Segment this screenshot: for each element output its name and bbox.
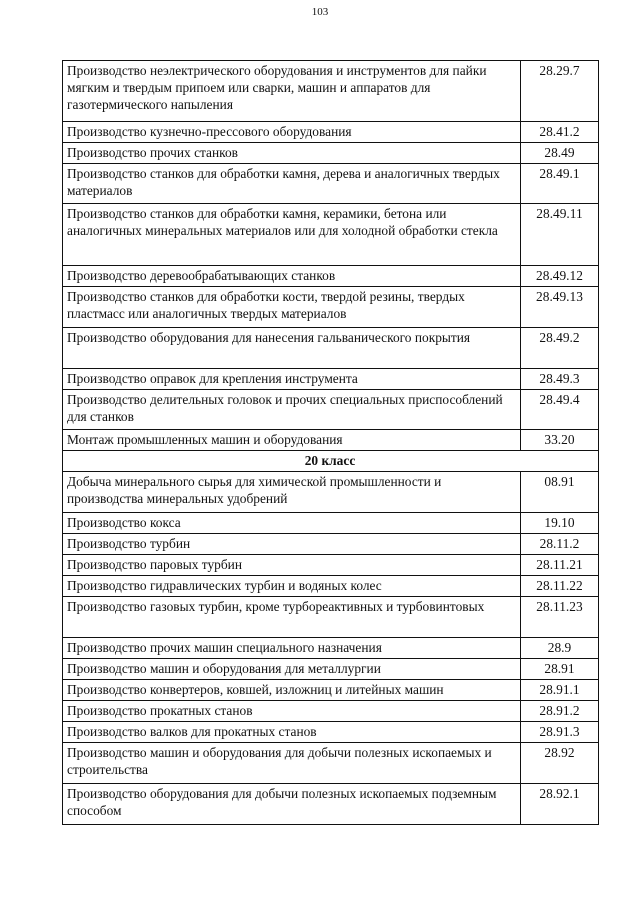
activity-name: Производство делительных головок и прочих специальных приспособлений для станков <box>63 390 521 430</box>
activity-code: 28.91 <box>520 659 598 680</box>
activity-name: Производство газовых турбин, кроме турбореактивных и турбовинтовых <box>63 597 521 638</box>
activity-code: 28.91.1 <box>520 680 598 701</box>
table-row <box>63 701 599 722</box>
activity-name: Производство оборудования для добычи полезных ископаемых подземным способом <box>63 784 521 825</box>
activity-code: 19.10 <box>520 513 598 534</box>
page-number: 103 <box>311 6 329 18</box>
table-row <box>63 390 599 430</box>
table-row <box>63 143 599 164</box>
activity-name: Производство машин и оборудования для металлургии <box>63 659 521 680</box>
activity-name: Производство станков для обработки кости, твердой резины, твердых пластмасс или аналогичных твердых материалов <box>63 287 521 328</box>
table-row <box>63 555 599 576</box>
activity-code: 28.91.2 <box>520 701 598 722</box>
activity-code: 28.49.13 <box>520 287 598 328</box>
class-header: 20 класс <box>63 451 599 472</box>
activity-code: 28.11.23 <box>520 597 598 638</box>
table-row <box>63 122 599 143</box>
table-row <box>63 266 599 287</box>
table-row <box>63 328 599 369</box>
activity-name: Производство кокса <box>63 513 521 534</box>
activity-name: Производство гидравлических турбин и водяных колес <box>63 576 521 597</box>
table-row <box>63 722 599 743</box>
activity-name: Производство конвертеров, ковшей, изложниц и литейных машин <box>63 680 521 701</box>
activity-code: 28.91.3 <box>520 722 598 743</box>
table-row <box>63 430 599 451</box>
activity-code: 28.49.12 <box>520 266 598 287</box>
table-row <box>63 784 599 825</box>
activity-code: 28.92.1 <box>520 784 598 825</box>
table-row <box>63 680 599 701</box>
activity-code: 28.49 <box>520 143 598 164</box>
activity-code: 33.20 <box>520 430 598 451</box>
activity-name: Производство неэлектрического оборудования и инструментов для пайки мягким и твердым припоем или сварки, машин и аппаратов для газотермического напыления <box>63 61 521 122</box>
activity-code: 28.49.2 <box>520 328 598 369</box>
activity-name: Производство прочих станков <box>63 143 521 164</box>
activity-code: 28.11.2 <box>520 534 598 555</box>
activity-name: Производство кузнечно-прессового оборудования <box>63 122 521 143</box>
table-row <box>63 369 599 390</box>
activity-name: Производство оборудования для нанесения гальванического покрытия <box>63 328 521 369</box>
activity-code: 28.11.21 <box>520 555 598 576</box>
activity-code: 28.49.11 <box>520 204 598 266</box>
activity-name: Производство паровых турбин <box>63 555 521 576</box>
table-row <box>63 638 599 659</box>
activity-name: Производство прокатных станов <box>63 701 521 722</box>
activity-name: Производство машин и оборудования для добычи полезных ископаемых и строительства <box>63 743 521 784</box>
table-row <box>63 659 599 680</box>
activity-codes-table <box>62 60 599 825</box>
class-header-row <box>63 451 599 472</box>
table-row <box>63 597 599 638</box>
table-row <box>63 513 599 534</box>
table-row <box>63 534 599 555</box>
activity-name: Производство станков для обработки камня, дерева и аналогичных твердых материалов <box>63 164 521 204</box>
activity-name: Монтаж промышленных машин и оборудования <box>63 430 521 451</box>
activity-code: 08.91 <box>520 472 598 513</box>
activity-code: 28.49.4 <box>520 390 598 430</box>
table-row <box>63 472 599 513</box>
activity-name: Производство прочих машин специального назначения <box>63 638 521 659</box>
activity-name: Производство станков для обработки камня, керамики, бетона или аналогичных минеральных материалов или для холодной обработки стекла <box>63 204 521 266</box>
activity-code: 28.11.22 <box>520 576 598 597</box>
table-row <box>63 576 599 597</box>
activity-name: Производство оправок для крепления инструмента <box>63 369 521 390</box>
activity-name: Производство деревообрабатывающих станков <box>63 266 521 287</box>
activity-code: 28.49.1 <box>520 164 598 204</box>
table-row <box>63 743 599 784</box>
table-row <box>63 204 599 266</box>
table-row <box>63 287 599 328</box>
activity-name: Производство турбин <box>63 534 521 555</box>
activity-name: Производство валков для прокатных станов <box>63 722 521 743</box>
table-row <box>63 61 599 122</box>
activity-code: 28.9 <box>520 638 598 659</box>
activity-code: 28.29.7 <box>520 61 598 122</box>
table-body <box>63 61 599 825</box>
activity-code: 28.49.3 <box>520 369 598 390</box>
activity-code: 28.92 <box>520 743 598 784</box>
activity-code: 28.41.2 <box>520 122 598 143</box>
activity-name: Добыча минерального сырья для химической промышленности и производства минеральных удобрений <box>63 472 521 513</box>
table-row <box>63 164 599 204</box>
